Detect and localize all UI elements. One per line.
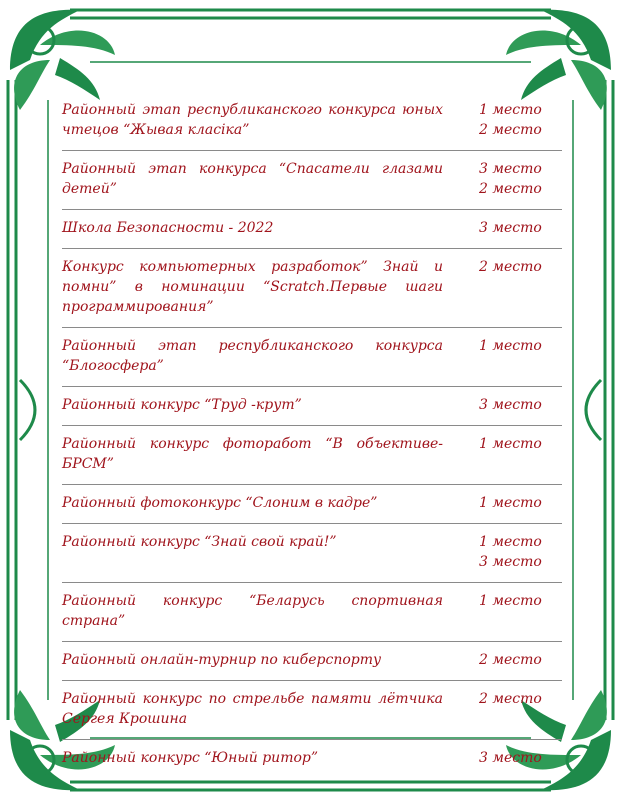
award-title: Конкурс компьютерных разработок” Знай и помни” в номинации “Scratch.Первые шаги программирования” (62, 259, 443, 315)
award-places (457, 689, 562, 729)
award-places (457, 650, 562, 670)
award-title: Районный конкурс “Труд -крут” (62, 397, 302, 413)
award-row (62, 387, 562, 426)
award-places (457, 434, 562, 474)
award-place: 2 место (479, 652, 542, 668)
award-places (457, 493, 562, 513)
award-title: Районный конкурс по стрельбе памяти лётчика Сергея Крошина (62, 691, 443, 727)
award-title: Районный конкурс “Юный ритор” (62, 750, 319, 766)
award-title: Школа Безопасности - 2022 (62, 220, 274, 236)
award-place: 1 место (479, 338, 542, 354)
award-row (62, 426, 562, 485)
award-places (457, 395, 562, 415)
award-place: 2 место (479, 122, 542, 138)
award-places (457, 748, 562, 768)
award-places (457, 100, 562, 140)
awards-list (62, 92, 562, 778)
award-title: Районный фотоконкурс “Слоним в кадре” (62, 495, 378, 511)
award-place: 1 место (479, 534, 542, 550)
award-places (457, 336, 562, 376)
award-places (457, 532, 562, 572)
award-places (457, 591, 562, 631)
award-row (62, 681, 562, 740)
award-place: 2 место (479, 259, 542, 275)
award-title: Районный конкурс фоторабот “В объективе- БРСМ” (62, 436, 443, 472)
award-title: Районный онлайн-турнир по киберспорту (62, 652, 382, 668)
award-place: 2 место (479, 691, 542, 707)
award-row (62, 740, 562, 778)
award-row (62, 210, 562, 249)
award-title: Районный этап республиканского конкурса “Блогосфера” (62, 338, 443, 374)
award-place: 2 место (479, 181, 542, 197)
award-places (457, 159, 562, 199)
award-row (62, 92, 562, 151)
award-place: 3 место (479, 750, 542, 766)
award-title: Районный этап республиканского конкурса юных чтецов “Жывая класіка” (62, 102, 443, 138)
award-place: 1 место (479, 102, 542, 118)
award-title: Районный этап конкурса “Спасатели глазами детей” (62, 161, 443, 197)
award-places (457, 218, 562, 238)
award-row (62, 151, 562, 210)
award-places (457, 257, 562, 317)
award-place: 3 место (479, 161, 542, 177)
award-place: 3 место (479, 220, 542, 236)
award-title: Районный конкурс “Знай свой край!” (62, 534, 337, 550)
award-row (62, 249, 562, 328)
award-place: 3 место (479, 397, 542, 413)
award-place: 1 место (479, 436, 542, 452)
award-place: 3 место (479, 554, 542, 570)
award-row (62, 642, 562, 681)
award-place: 1 место (479, 593, 542, 609)
award-row (62, 583, 562, 642)
award-place: 1 место (479, 495, 542, 511)
award-row (62, 328, 562, 387)
award-row (62, 485, 562, 524)
award-title: Районный конкурс “Беларусь спортивная страна” (62, 593, 443, 629)
award-row (62, 524, 562, 583)
